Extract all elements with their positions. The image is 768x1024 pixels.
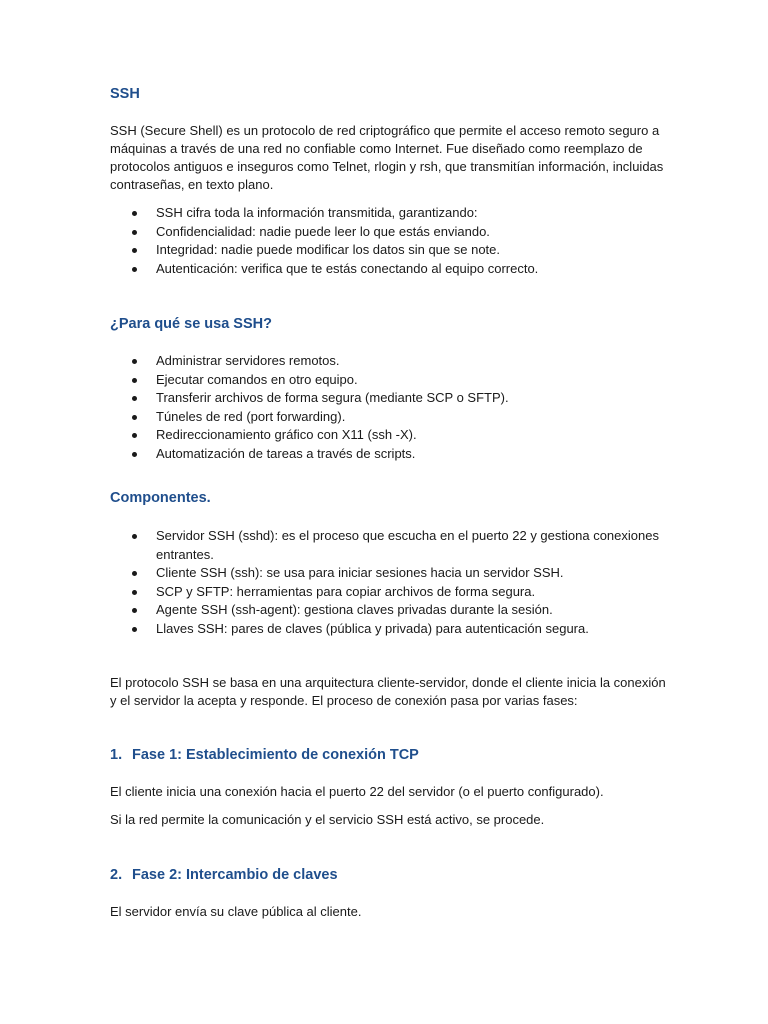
bullet-icon xyxy=(132,248,137,253)
ssh-intro-paragraph: SSH (Secure Shell) es un protocolo de red criptográfico que permite el acceso remoto seguro a máquinas a través de una red no confiable como Internet. Fue diseñado como reemplazo de protocolos antiguos e inseguros como Telnet, rlogin y rsh, que transmitían información, incluidas contraseñas, en texto plano. xyxy=(110,123,664,192)
section-title-components: Componentes. xyxy=(110,490,211,506)
list-item xyxy=(110,527,670,564)
phase1-title-text: Fase 1: Establecimiento de conexión TCP xyxy=(132,747,419,763)
phase1-paragraph-1: El cliente inicia una conexión hacia el puerto 22 del servidor (o el puerto configurado). xyxy=(110,784,604,799)
ssh-bullet-list xyxy=(110,204,670,278)
list-item xyxy=(110,601,670,620)
section-title-uses: ¿Para qué se usa SSH? xyxy=(110,316,272,332)
bullet-icon xyxy=(132,571,137,576)
list-item xyxy=(110,445,670,464)
list-item-text: Túneles de red (port forwarding). xyxy=(156,408,346,424)
bullet-icon xyxy=(132,608,137,613)
list-item xyxy=(110,620,670,639)
list-item xyxy=(110,389,670,408)
phase2-paragraph-1: El servidor envía su clave pública al cliente. xyxy=(110,904,362,919)
list-item-text: Confidencialidad: nadie puede leer lo que estás enviando. xyxy=(156,223,490,239)
phase2-title xyxy=(110,866,338,884)
list-item-text: Administrar servidores remotos. xyxy=(156,353,340,368)
phase1-title xyxy=(110,746,419,764)
list-item-text: SCP y SFTP: herramientas para copiar archivos de forma segura. xyxy=(156,583,536,599)
phase1-number: 1. xyxy=(110,747,123,763)
bullet-icon xyxy=(132,627,137,632)
bullet-icon xyxy=(132,452,137,457)
list-item xyxy=(110,260,670,279)
list-item xyxy=(110,426,670,445)
section-title-ssh: SSH xyxy=(110,86,140,102)
list-item xyxy=(110,371,670,390)
list-item-text: Llaves SSH: pares de claves (pública y privada) para autenticación segura. xyxy=(156,620,589,636)
bullet-icon xyxy=(132,211,137,216)
architecture-paragraph: El protocolo SSH se basa en una arquitectura cliente-servidor, donde el cliente inicia la conexión y el servidor la acepta y responde. El proceso de conexión pasa por varias fases: xyxy=(110,675,666,708)
list-item xyxy=(110,204,670,223)
uses-bullet-list xyxy=(110,352,670,463)
bullet-icon xyxy=(132,534,137,539)
list-item-text: Automatización de tareas a través de scripts. xyxy=(156,445,416,461)
list-item xyxy=(110,223,670,242)
bullet-icon xyxy=(132,415,137,420)
bullet-icon xyxy=(132,396,137,401)
list-item xyxy=(110,408,670,427)
bullet-icon xyxy=(132,590,137,595)
bullet-icon xyxy=(132,433,137,438)
list-item xyxy=(110,564,670,583)
list-item-text: Servidor SSH (sshd): es el proceso que escucha en el puerto 22 y gestiona conexiones entrantes. xyxy=(156,528,659,562)
phase2-title-text: Fase 2: Intercambio de claves xyxy=(132,867,338,883)
phase2-number: 2. xyxy=(110,867,123,883)
list-item-text: Autenticación: verifica que te estás conectando al equipo correcto. xyxy=(156,260,539,276)
list-item-text: Ejecutar comandos en otro equipo. xyxy=(156,371,358,387)
bullet-icon xyxy=(132,378,137,383)
list-item-text: SSH cifra toda la información transmitida, garantizando: xyxy=(156,205,478,220)
components-bullet-list xyxy=(110,527,670,638)
list-item xyxy=(110,352,670,371)
list-item-text: Cliente SSH (ssh): se usa para iniciar sesiones hacia un servidor SSH. xyxy=(156,565,564,580)
list-item-text: Redireccionamiento gráfico con X11 (ssh -X). xyxy=(156,427,417,442)
list-item xyxy=(110,583,670,602)
bullet-icon xyxy=(132,267,137,272)
list-item-text: Transferir archivos de forma segura (mediante SCP o SFTP). xyxy=(156,390,509,405)
bullet-icon xyxy=(132,359,137,364)
list-item-text: Agente SSH (ssh-agent): gestiona claves privadas durante la sesión. xyxy=(156,602,553,617)
phase1-paragraph-2: Si la red permite la comunicación y el servicio SSH está activo, se procede. xyxy=(110,812,545,827)
bullet-icon xyxy=(132,230,137,235)
list-item xyxy=(110,241,670,260)
list-item-text: Integridad: nadie puede modificar los datos sin que se note. xyxy=(156,242,501,257)
